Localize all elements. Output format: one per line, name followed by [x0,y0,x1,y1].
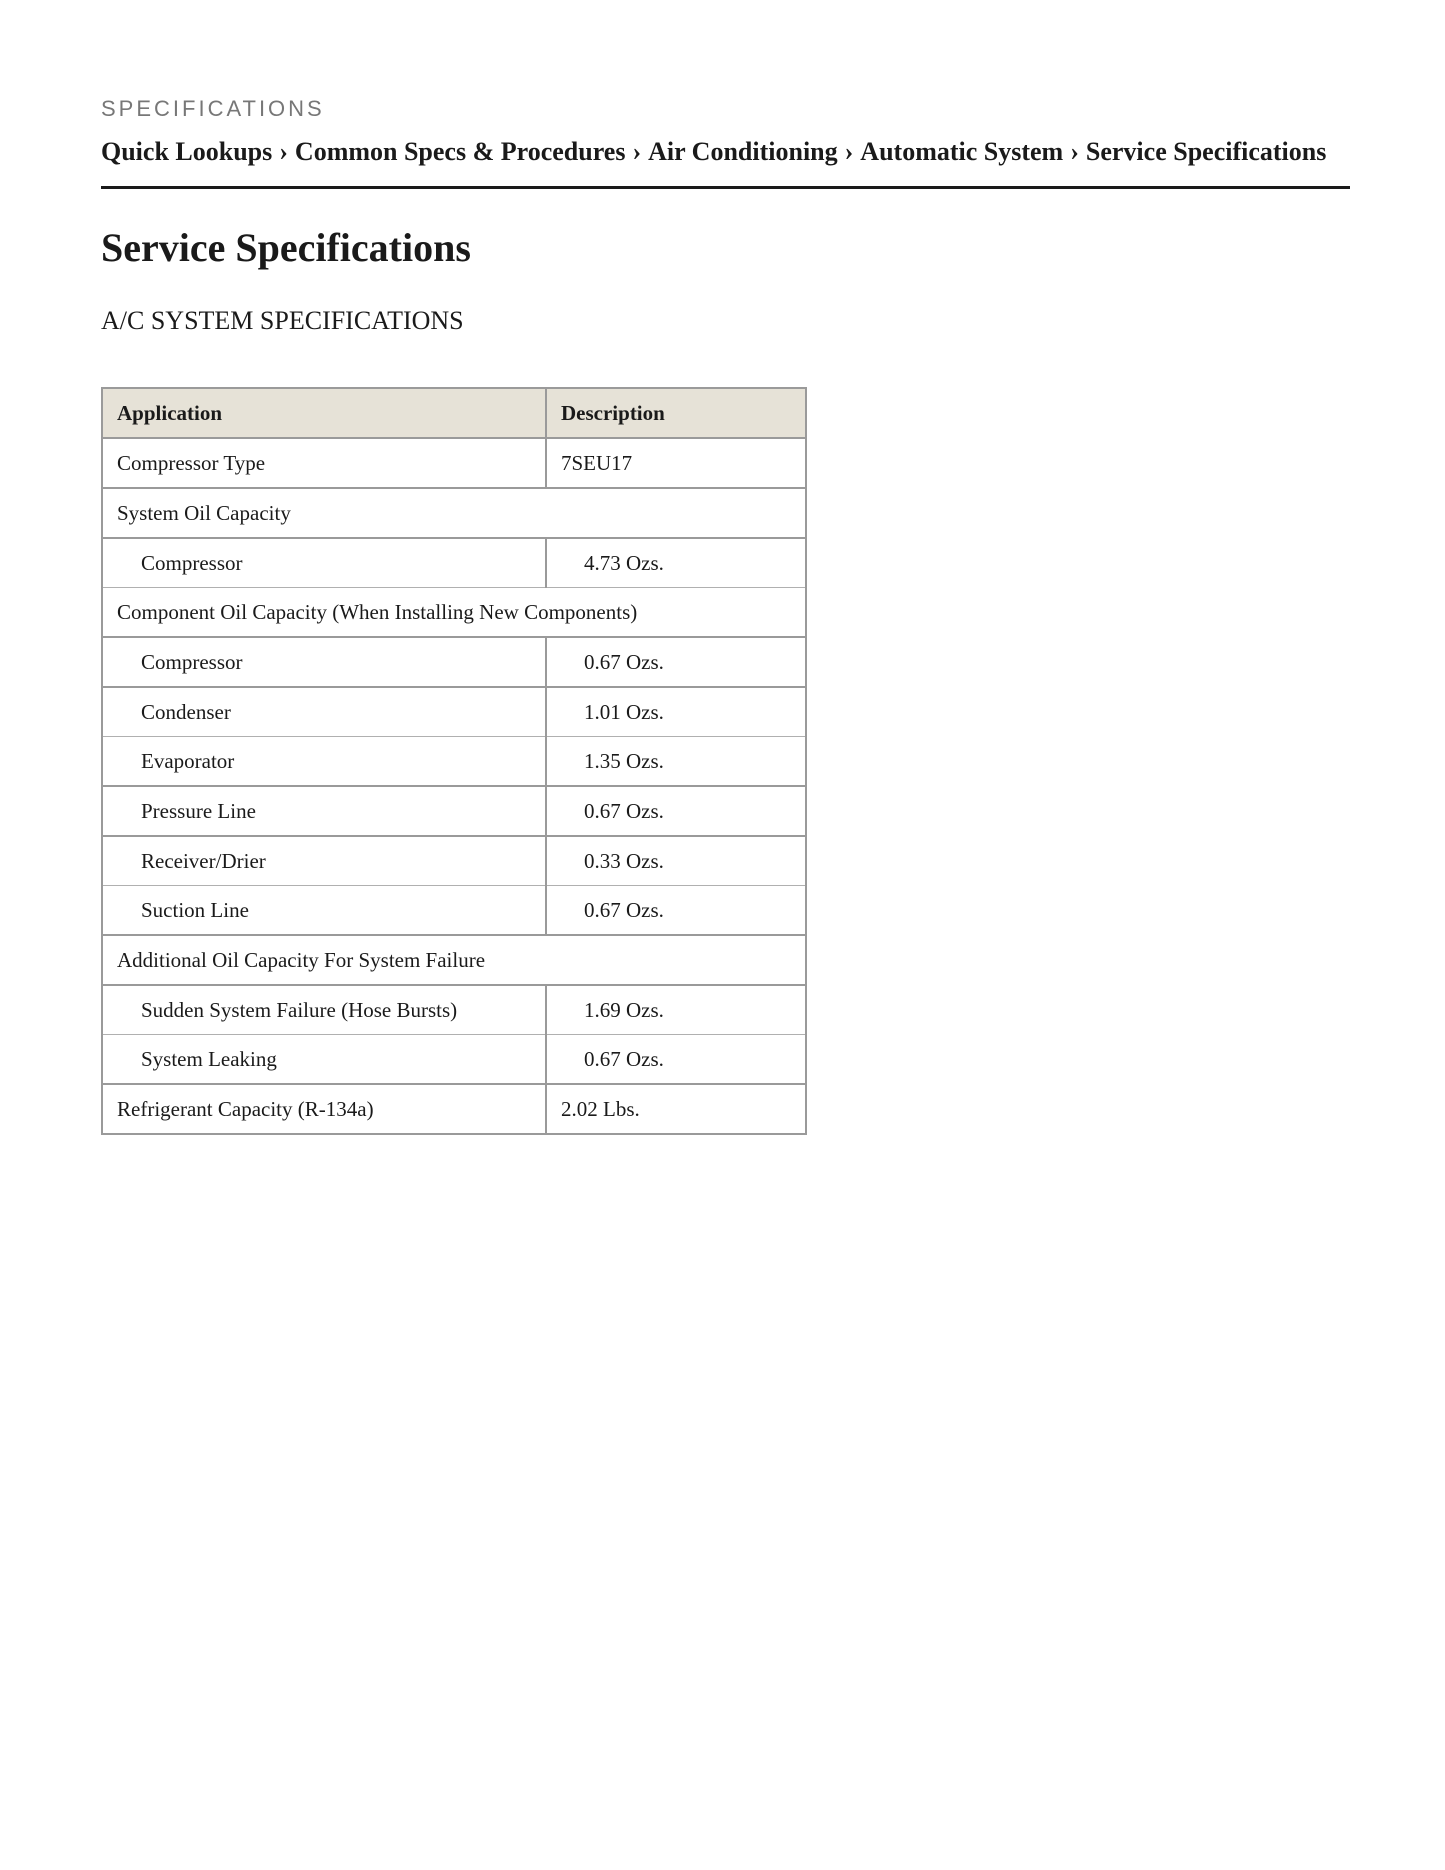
description-cell: 0.67 Ozs. [546,886,806,936]
application-cell: Refrigerant Capacity (R-134a) [102,1084,546,1134]
column-header-application: Application [102,388,546,438]
table-row [102,1084,806,1134]
table-row [102,637,806,687]
breadcrumb-separator: › [844,137,854,166]
description-cell: 1.69 Ozs. [546,985,806,1035]
table-group-row [102,488,806,538]
description-cell: 1.01 Ozs. [546,687,806,737]
description-cell: 0.67 Ozs. [546,1035,806,1085]
section-label: SPECIFICATIONS [101,96,325,121]
application-cell: Compressor [102,538,546,588]
breadcrumb-item-automatic-system[interactable]: Automatic System [860,137,1064,166]
table-row [102,737,806,787]
application-cell: Condenser [102,687,546,737]
group-label-cell: Component Oil Capacity (When Installing New Components) [102,588,806,638]
table-group-row [102,935,806,985]
application-cell: Receiver/Drier [102,836,546,886]
table-row [102,538,806,588]
group-label-cell: System Oil Capacity [102,488,806,538]
section-subtitle: A/C SYSTEM SPECIFICATIONS [101,306,464,335]
breadcrumb-separator: › [279,137,288,166]
table-header-row [102,388,806,438]
description-cell: 1.35 Ozs. [546,737,806,787]
application-cell: Suction Line [102,886,546,936]
breadcrumb-separator: › [632,137,642,166]
table-row [102,438,806,488]
breadcrumb-item-air-conditioning[interactable]: Air Conditioning [648,137,838,166]
table-row [102,886,806,936]
breadcrumb-item-service-specifications[interactable]: Service Specifications [1085,137,1327,166]
description-cell: 7SEU17 [546,438,806,488]
table-row [102,687,806,737]
breadcrumb-separator: › [1070,137,1079,166]
application-cell: Compressor Type [102,438,546,488]
table-row [102,786,806,836]
application-cell: System Leaking [102,1035,546,1085]
table-row [102,1035,806,1085]
table-group-row [102,588,806,638]
description-cell: 2.02 Lbs. [546,1084,806,1134]
table-row [102,985,806,1035]
column-header-description: Description [546,388,806,438]
specifications-table [101,387,807,1135]
group-label-cell: Additional Oil Capacity For System Failure [102,935,806,985]
application-cell: Compressor [102,637,546,687]
description-cell: 0.67 Ozs. [546,786,806,836]
document-page [101,96,1351,1135]
table-row [102,836,806,886]
application-cell: Pressure Line [102,786,546,836]
description-cell: 4.73 Ozs. [546,538,806,588]
page-title: Service Specifications [101,225,471,270]
breadcrumb [101,134,1350,189]
description-cell: 0.33 Ozs. [546,836,806,886]
breadcrumb-item-common-specs[interactable]: Common Specs & Procedures [294,137,626,166]
description-cell: 0.67 Ozs. [546,637,806,687]
breadcrumb-item-quick-lookups[interactable]: Quick Lookups [101,137,273,166]
application-cell: Evaporator [102,737,546,787]
application-cell: Sudden System Failure (Hose Bursts) [102,985,546,1035]
